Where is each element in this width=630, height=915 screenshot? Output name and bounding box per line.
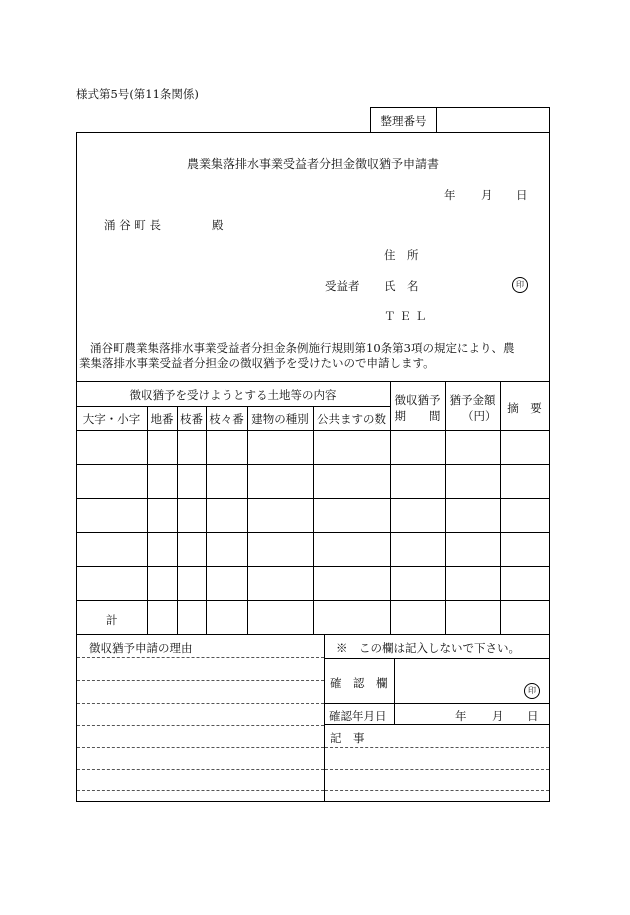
subheader-border xyxy=(76,406,390,407)
total-label: 計 xyxy=(106,613,118,627)
office-border-1 xyxy=(324,658,550,659)
office-border-2 xyxy=(324,703,550,704)
col-border-3 xyxy=(206,406,207,634)
col-border-7 xyxy=(445,381,446,634)
col-header-building-type: 建物の種別 xyxy=(251,412,309,426)
office-note: ※ この欄は記入しないで下さい。 xyxy=(336,641,520,655)
name-label: 氏 名 xyxy=(384,279,419,293)
office-inner-divider xyxy=(394,658,395,724)
col-header-edaedaban: 枝々番 xyxy=(209,412,244,426)
addressee-honorific: 殿 xyxy=(212,218,224,232)
reason-line-5 xyxy=(77,747,324,748)
address-label: 住 所 xyxy=(384,248,419,262)
col-border-4 xyxy=(247,406,248,634)
reason-line-2 xyxy=(77,680,324,681)
body-line-1: 涌谷町農業集落排水事業受益者分担金条例施行規則第10条第3項の規定により、農 xyxy=(90,341,515,355)
reason-label: 徴収猶予申請の理由 xyxy=(89,641,193,655)
date-month: 月 xyxy=(481,188,493,202)
col-border-2 xyxy=(177,406,178,634)
notes-line-1 xyxy=(325,747,549,748)
tel-label: ＴＥＬ xyxy=(384,309,431,323)
office-border-3 xyxy=(324,724,550,725)
notes-label: 記 事 xyxy=(330,731,365,745)
form-title: 農業集落排水事業受益者分担金徴収猶予申請書 xyxy=(186,157,439,171)
reason-line-3 xyxy=(77,703,324,704)
reason-line-1 xyxy=(77,657,324,658)
amount-header-line1: 猶予金額 xyxy=(449,393,496,407)
table-bottom-border xyxy=(76,634,550,635)
col-header-edaban: 枝番 xyxy=(180,412,203,426)
date-day: 日 xyxy=(516,188,528,202)
addressee-name: 涌 谷 町 長 xyxy=(104,218,161,232)
notes-line-2 xyxy=(325,769,549,770)
col-border-8 xyxy=(500,381,501,634)
table-top-border xyxy=(76,381,550,382)
amount-header-line2: （円） xyxy=(462,409,497,423)
period-header-line2: 期 間 xyxy=(394,409,441,423)
group-header: 徴収猶予を受けようとする土地等の内容 xyxy=(129,388,337,402)
frame-bottom xyxy=(76,801,550,802)
confirm-seal-icon: 印 xyxy=(524,683,540,699)
confirm-label: 確 認 欄 xyxy=(330,676,388,690)
reason-line-4 xyxy=(77,725,324,726)
notes-line-3 xyxy=(325,790,549,791)
col-border-1 xyxy=(147,406,148,634)
confirm-date-label: 確認年月日 xyxy=(329,709,387,723)
form-number: 様式第5号(第11条関係) xyxy=(76,87,199,101)
frame-top xyxy=(76,132,550,133)
frame-right xyxy=(549,107,550,802)
reason-line-6 xyxy=(77,769,324,770)
col-header-public-basin-count: 公共ますの数 xyxy=(317,412,386,426)
confirm-date-day: 日 xyxy=(527,709,539,723)
col-header-chiban: 地番 xyxy=(150,412,174,426)
serial-box-top xyxy=(370,107,550,108)
serial-number-field[interactable] xyxy=(438,109,548,130)
reason-line-7 xyxy=(77,790,324,791)
serial-number-label: 整理番号 xyxy=(380,114,427,128)
confirm-date-month: 月 xyxy=(492,709,504,723)
serial-box-divider xyxy=(436,107,437,132)
period-header-line1: 徴収猶予 xyxy=(394,393,441,407)
remarks-header: 摘 要 xyxy=(507,401,542,415)
bottom-divider xyxy=(324,634,325,802)
col-header-aza: 大字・小字 xyxy=(82,412,141,426)
applicant-role: 受益者 xyxy=(325,279,360,293)
col-border-5 xyxy=(313,406,314,634)
confirm-date-year: 年 xyxy=(455,709,467,723)
body-line-2: 業集落排水事業受益者分担金の徴収猶予を受けたいので申請します。 xyxy=(79,356,435,370)
applicant-seal-icon: 印 xyxy=(512,277,528,293)
frame-left xyxy=(76,132,77,802)
date-year: 年 xyxy=(444,188,456,202)
